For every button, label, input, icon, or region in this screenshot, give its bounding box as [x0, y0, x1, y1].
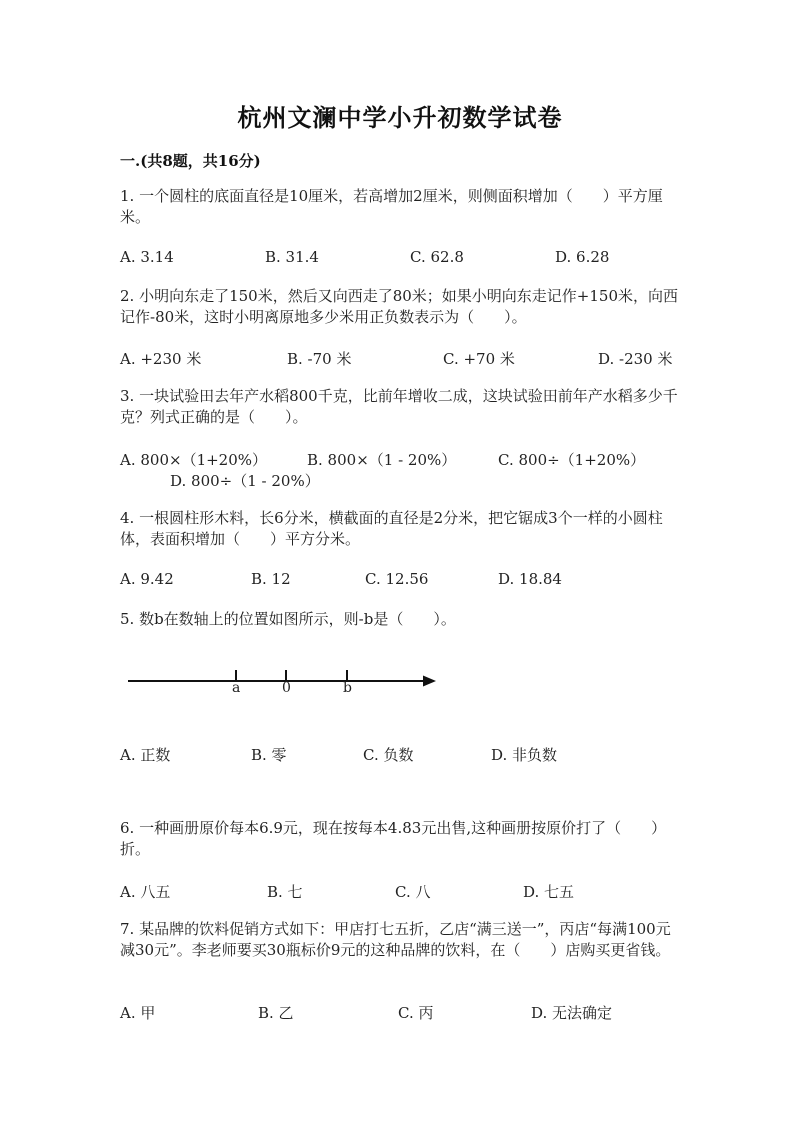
- number-line-label-b: b: [343, 680, 352, 696]
- arrow-icon: [423, 676, 436, 687]
- q1-option-d: D. 6.28: [555, 248, 610, 266]
- q7-option-b: B. 乙: [258, 1004, 294, 1022]
- question-4-text: 4. 一根圆柱形木料，长6分米，横截面的直径是2分米，把它锯成3个一样的小圆柱体，表面积增加（ ）平方分米。: [120, 509, 663, 548]
- q4-option-a: A. 9.42: [120, 570, 174, 588]
- question-5-text: 5. 数b在数轴上的位置如图所示，则-b是（ ）。: [120, 610, 456, 628]
- number-line-label-a: a: [232, 680, 241, 696]
- q3-option-d: D. 800÷（1 - 20%）: [170, 472, 320, 490]
- q1-option-b: B. 31.4: [265, 248, 319, 266]
- q3-option-a: A. 800×（1+20%）: [120, 451, 268, 469]
- question-1-text: 1. 一个圆柱的底面直径是10厘米，若高增加2厘米，则侧面积增加（ ）平方厘米。: [120, 187, 663, 226]
- q2-option-d: D. -230 米: [598, 350, 673, 368]
- q6-option-b: B. 七: [267, 883, 303, 901]
- question-2-text: 2. 小明向东走了150米，然后又向西走了80米；如果小明向东走记作+150米，向西记作-80米，这时小明离原地多少米用正负数表示为（ ）。: [120, 287, 678, 326]
- q6-option-d: D. 七五: [523, 883, 575, 901]
- page-title: 杭州文澜中学小升初数学试卷: [237, 103, 563, 132]
- question-6-text: 6. 一种画册原价每本6.9元，现在按每本4.83元出售,这种画册按原价打了（ ）折。: [120, 819, 667, 858]
- q1-option-c: C. 62.8: [410, 248, 464, 266]
- q5-option-a: A. 正数: [120, 746, 171, 764]
- section-heading: 一.(共8题，共16分): [120, 152, 261, 170]
- q5-option-d: D. 非负数: [491, 746, 558, 764]
- number-line-label-zero: 0: [282, 680, 291, 696]
- q2-option-c: C. +70 米: [443, 350, 515, 368]
- q7-option-c: C. 丙: [398, 1004, 434, 1022]
- q7-option-a: A. 甲: [120, 1004, 156, 1022]
- q3-option-c: C. 800÷（1+20%）: [498, 451, 646, 469]
- q2-option-b: B. -70 米: [287, 350, 352, 368]
- question-7-text: 7. 某品牌的饮料促销方式如下：甲店打七五折，乙店“满三送一”，丙店“每满100元减30元”。李老师要买30瓶标价9元的这种品牌的饮料，在（ ）店购买更省钱。: [120, 920, 671, 959]
- q2-option-a: A. +230 米: [120, 350, 202, 368]
- q3-option-b: B. 800×（1 - 20%）: [307, 451, 457, 469]
- question-3-text: 3. 一块试验田去年产水稻800千克，比前年增收二成，这块试验田前年产水稻多少千克？列式正确的是（ ）。: [120, 387, 678, 426]
- q5-option-c: C. 负数: [363, 746, 414, 764]
- q6-option-a: A. 八五: [120, 883, 171, 901]
- q1-option-a: A. 3.14: [120, 248, 174, 266]
- q6-option-c: C. 八: [395, 883, 431, 901]
- q7-option-d: D. 无法确定: [531, 1004, 613, 1022]
- q4-option-d: D. 18.84: [498, 570, 562, 588]
- q4-option-c: C. 12.56: [365, 570, 429, 588]
- q4-option-b: B. 12: [251, 570, 291, 588]
- q5-option-b: B. 零: [251, 746, 287, 764]
